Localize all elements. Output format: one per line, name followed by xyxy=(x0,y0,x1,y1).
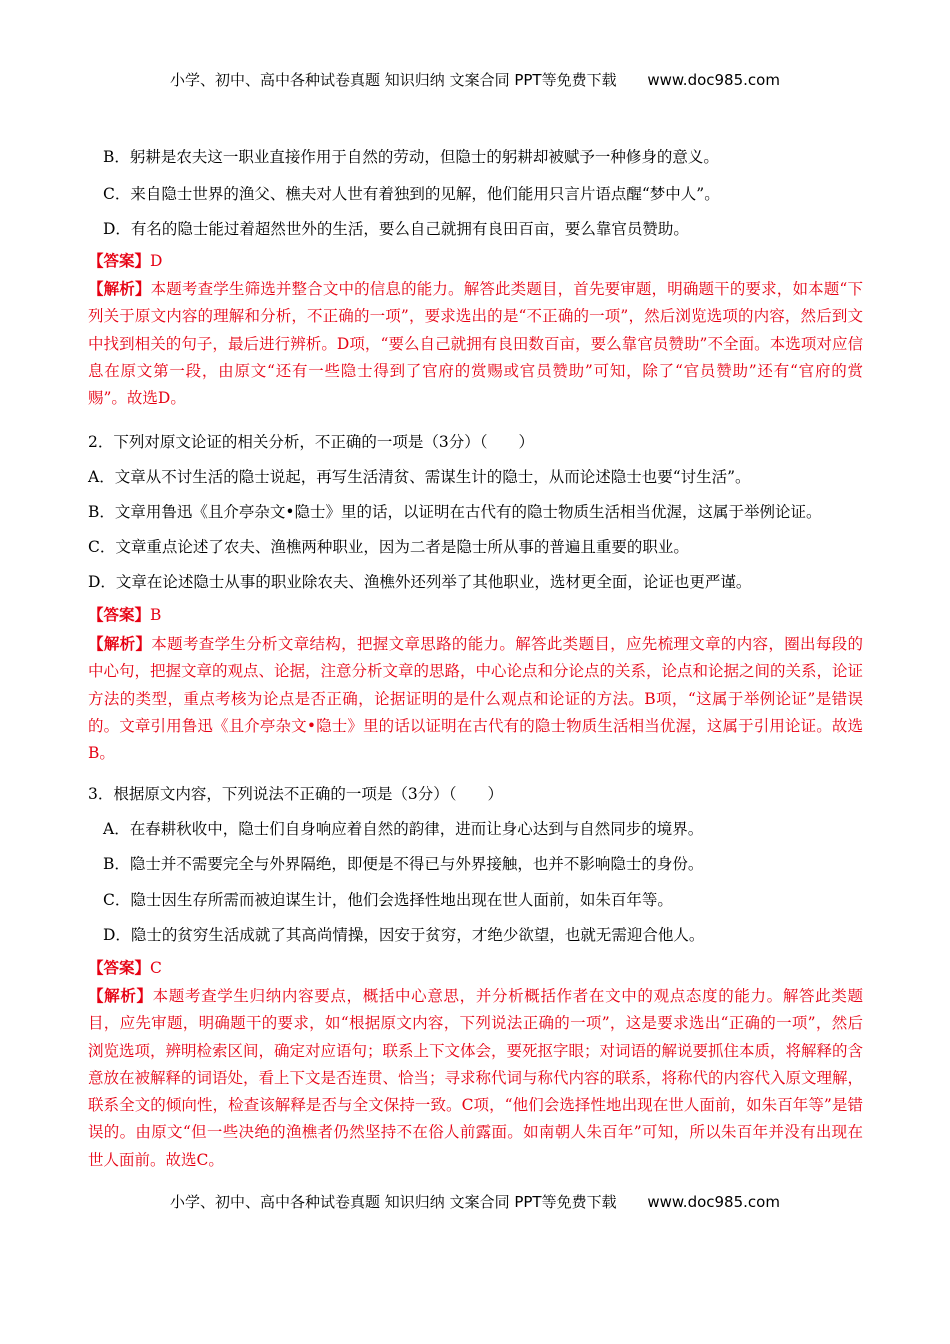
header-text: 小学、初中、高中各种试卷真题 知识归纳 文案合同 PPT等免费下载 xyxy=(170,71,617,89)
q2-option-b: B．文章用鲁迅《且介亭杂文•隐士》里的话，以证明在古代有的隐士物质生活相当优渥，这属于举例论证。 xyxy=(88,503,822,521)
q3-option-b: B．隐士并不需要完全与外界隔绝，即便是不得已与外界接触，也并不影响隐士的身份。 xyxy=(103,855,704,873)
q1-option-c: C．来自隐士世界的渔父、樵夫对人世有着独到的见解，他们能用只言片语点醒“梦中人”。 xyxy=(103,185,720,203)
page-footer xyxy=(0,1191,950,1212)
q1-answer xyxy=(88,249,162,271)
analysis-label: 【解析】 xyxy=(88,279,151,298)
footer-url[interactable]: www.doc985.com xyxy=(647,1193,780,1211)
analysis-label: 【解析】 xyxy=(88,634,152,653)
analysis-text: 本题考查学生归纳内容要点，概括中心意思，并分析概括作者在文中的观点态度的能力。解答此类题目，应先审题，明确题干的要求，如“根据原文内容，下列说法正确的一项”，这是要求选出“正确的一项”，然后浏览选项，辨明检索区间，确定对应语句；联系上下文体会，要死抠字眼；对词语的解说要抓住本质，将解释的含意放在被解释的词语处，看上下文是否连贯、恰当；寻求称代词与称代内容的联系，将称代的内容代入原文理解，联系全文的倾向性，检查该解释是否与全文保持一致。C项，“他们会选择性地出现在世人面前，如朱百年等”是错误的。由原文“但一些决绝的渔樵者仍然坚持不在俗人前露面。如南朝人朱百年”可知，所以朱百年并没有出现在世人面前。故选C。 xyxy=(88,987,864,1169)
answer-value: D xyxy=(150,252,163,270)
answer-label: 【答案】 xyxy=(88,605,151,624)
q1-option-d: D．有名的隐士能过着超然世外的生活，要么自己就拥有良田百亩，要么靠官员赞助。 xyxy=(103,220,689,238)
q2-option-d: D．文章在论述隐士从事的职业除农夫、渔樵外还列举了其他职业，选材更全面，论证也更严谨。 xyxy=(88,573,752,591)
page-header xyxy=(0,69,950,90)
q3-analysis xyxy=(88,982,863,1174)
analysis-label: 【解析】 xyxy=(88,986,153,1005)
q1-option-b: B．躬耕是农夫这一职业直接作用于自然的劳动，但隐士的躬耕却被赋予一种修身的意义。 xyxy=(103,148,719,166)
answer-label: 【答案】 xyxy=(88,958,151,977)
q3-option-c: C．隐士因生存所需而被迫谋生计，他们会选择性地出现在世人面前，如朱百年等。 xyxy=(103,891,673,909)
q2-stem: 2．下列对原文论证的相关分析，不正确的一项是（3分）（ ） xyxy=(88,433,534,451)
answer-label: 【答案】 xyxy=(88,251,151,270)
analysis-text: 本题考查学生分析文章结构，把握文章思路的能力。解答此类题目，应先梳理文章的内容，圈出每段的中心句，把握文章的观点、论据，注意分析文章的思路，中心论点和分论点的关系，论点和论据之间的关系，论证方法的类型，重点考核为论点是否正确，论据证明的是什么观点和论证的方法。B项，“这属于举例论证”是错误的。文章引用鲁迅《且介亭杂文•隐士》里的话以证明在古代有的隐士物质生活相当优渥，这属于引用论证。故选B。 xyxy=(88,635,864,763)
answer-value: B xyxy=(150,606,162,624)
answer-value: C xyxy=(150,959,162,977)
q2-analysis xyxy=(88,630,863,767)
q3-option-d: D．隐士的贫穷生活成就了其高尚情操，因安于贫穷，才绝少欲望，也就无需迎合他人。 xyxy=(103,926,705,944)
q3-option-a: A．在春耕秋收中，隐士们自身响应着自然的韵律，进而让身心达到与自然同步的境界。 xyxy=(103,820,704,838)
analysis-text: 本题考查学生筛选并整合文中的信息的能力。解答此类题目，首先要审题，明确题干的要求，如本题“下列关于原文内容的理解和分析，不正确的一项”，要求选出的是“不正确的一项”，然后浏览选项的内容，然后到文中找到相关的句子，最后进行辨析。D项，“要么自己就拥有良田数百亩，要么靠官员赞助”不全面。本选项对应信息在原文第一段，由原文“还有一些隐士得到了官府的赏赐或官员赞助”可知，除了“官员赞助”还有“官府的赏赐”。故选D。 xyxy=(88,280,863,408)
q2-answer xyxy=(88,603,161,625)
q2-option-c: C．文章重点论述了农夫、渔樵两种职业，因为二者是隐士所从事的普遍且重要的职业。 xyxy=(88,538,689,556)
q1-analysis xyxy=(88,275,863,412)
q2-option-a: A．文章从不讨生活的隐士说起，再写生活清贫、需谋生计的隐士，从而论述隐士也要“讨生活”。 xyxy=(88,468,751,486)
q3-stem: 3．根据原文内容，下列说法不正确的一项是（3分）（ ） xyxy=(88,785,503,803)
q3-answer xyxy=(88,956,162,978)
footer-text: 小学、初中、高中各种试卷真题 知识归纳 文案合同 PPT等免费下载 xyxy=(170,1193,617,1211)
header-url[interactable]: www.doc985.com xyxy=(647,71,780,89)
